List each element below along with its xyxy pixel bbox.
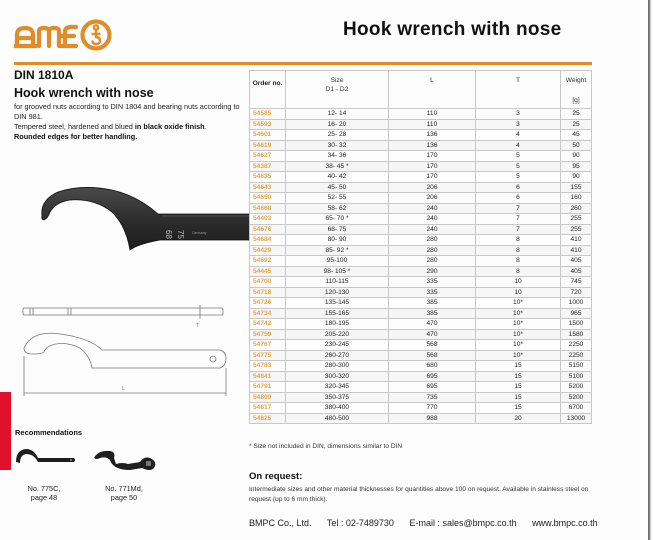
table-row bbox=[250, 130, 592, 141]
cell-weight: 255 bbox=[561, 214, 592, 225]
svg-text:T: T bbox=[196, 323, 200, 329]
cell-length: 568 bbox=[389, 340, 476, 351]
red-page-tab bbox=[0, 392, 11, 470]
cell-thickness: 5 bbox=[476, 172, 561, 183]
cell-order-no: 54700 bbox=[250, 277, 286, 288]
cell-size: 16- 20 bbox=[286, 119, 389, 130]
cell-thickness: 15 bbox=[476, 361, 561, 372]
cell-order-no: 54619 bbox=[250, 140, 286, 151]
cell-size: 12- 14 bbox=[286, 109, 389, 120]
cell-size: 300-320 bbox=[286, 371, 389, 382]
cell-order-no: 54676 bbox=[250, 224, 286, 235]
cell-order-no: 54692 bbox=[250, 256, 286, 267]
cell-size: 80- 90 bbox=[286, 235, 389, 246]
cell-size: 38- 45 * bbox=[286, 161, 389, 172]
cell-length: 290 bbox=[389, 266, 476, 277]
on-request-text: Intermediate sizes and other material thicknesses for quantities above 100 on request. Available in stainless steel on request (up to 6 mm thick). bbox=[249, 486, 589, 503]
technical-drawing-side-view bbox=[20, 330, 230, 405]
cell-length: 110 bbox=[389, 119, 476, 130]
description-line-1: for grooved nuts according to DIN 1804 and bearing nuts according to DIN 981. bbox=[14, 102, 240, 121]
cell-order-no: 54841 bbox=[250, 371, 286, 382]
table-row bbox=[250, 319, 592, 330]
cell-order-no: 54387 bbox=[250, 161, 286, 172]
table-row bbox=[250, 151, 592, 162]
cell-order-no: 54650 bbox=[250, 193, 286, 204]
cell-size: 155-165 bbox=[286, 308, 389, 319]
cell-length: 695 bbox=[389, 371, 476, 382]
column-header-size: Size D1 - D2 bbox=[286, 71, 389, 109]
cell-size: 180-195 bbox=[286, 319, 389, 330]
footer-website: www.bmpc.co.th bbox=[532, 518, 598, 528]
cell-order-no: 54403 bbox=[250, 214, 286, 225]
cell-thickness: 15 bbox=[476, 382, 561, 393]
cell-weight: 5200 bbox=[561, 382, 592, 393]
din-standard: DIN 1810A bbox=[14, 68, 74, 82]
cell-size: 98- 105 * bbox=[286, 266, 389, 277]
table-row bbox=[250, 308, 592, 319]
cell-length: 568 bbox=[389, 350, 476, 361]
footer-contact bbox=[249, 518, 611, 528]
cell-size: 230-245 bbox=[286, 340, 389, 351]
specification-table bbox=[249, 70, 592, 424]
cell-weight: 405 bbox=[561, 266, 592, 277]
cell-thickness: 15 bbox=[476, 403, 561, 414]
cell-size: 320-345 bbox=[286, 382, 389, 393]
cell-thickness: 3 bbox=[476, 119, 561, 130]
cell-order-no: 54809 bbox=[250, 392, 286, 403]
recommendation-771md-caption: No. 771Md, page 50 bbox=[105, 484, 143, 502]
cell-thickness: 15 bbox=[476, 392, 561, 403]
cell-thickness: 6 bbox=[476, 193, 561, 204]
cell-length: 735 bbox=[389, 392, 476, 403]
cell-order-no: 54593 bbox=[250, 119, 286, 130]
cell-length: 206 bbox=[389, 193, 476, 204]
table-header-row bbox=[250, 71, 592, 109]
table-row bbox=[250, 371, 592, 382]
cell-size: 110-115 bbox=[286, 277, 389, 288]
cell-thickness: 7 bbox=[476, 214, 561, 225]
cell-size: 68- 75 bbox=[286, 224, 389, 235]
cell-order-no: 54726 bbox=[250, 298, 286, 309]
cell-size: 135-145 bbox=[286, 298, 389, 309]
table-row bbox=[250, 224, 592, 235]
table-row bbox=[250, 329, 592, 340]
cell-thickness: 3 bbox=[476, 109, 561, 120]
cell-length: 280 bbox=[389, 235, 476, 246]
cell-weight: 6700 bbox=[561, 403, 592, 414]
cell-length: 470 bbox=[389, 329, 476, 340]
footer-phone: Tel : 02-7489730 bbox=[326, 518, 394, 528]
cell-length: 385 bbox=[389, 308, 476, 319]
cell-weight: 2250 bbox=[561, 350, 592, 361]
page-title: Hook wrench with nose bbox=[343, 19, 562, 40]
table-body bbox=[250, 109, 592, 424]
table-row bbox=[250, 340, 592, 351]
cell-thickness: 10* bbox=[476, 329, 561, 340]
cell-order-no: 54684 bbox=[250, 235, 286, 246]
table-row bbox=[250, 119, 592, 130]
cell-thickness: 4 bbox=[476, 140, 561, 151]
cell-size: 205-220 bbox=[286, 329, 389, 340]
table-row bbox=[250, 277, 592, 288]
cell-weight: 90 bbox=[561, 151, 592, 162]
cell-thickness: 10* bbox=[476, 319, 561, 330]
footer-email: E-mail : sales@bmpc.co.th bbox=[409, 518, 517, 528]
footer-company: BMPC Co., Ltd. bbox=[249, 518, 312, 528]
svg-text:Germany: Germany bbox=[192, 231, 207, 235]
cell-length: 170 bbox=[389, 172, 476, 183]
cell-length: 335 bbox=[389, 277, 476, 288]
svg-text:75: 75 bbox=[176, 230, 185, 239]
cell-thickness: 5 bbox=[476, 161, 561, 172]
cell-order-no: 54767 bbox=[250, 340, 286, 351]
cell-length: 988 bbox=[389, 413, 476, 424]
cell-order-no: 54775 bbox=[250, 350, 286, 361]
cell-thickness: 8 bbox=[476, 245, 561, 256]
table-row bbox=[250, 203, 592, 214]
cell-weight: 45 bbox=[561, 130, 592, 141]
cell-weight: 25 bbox=[561, 109, 592, 120]
table-row bbox=[250, 350, 592, 361]
cell-size: 85- 92 * bbox=[286, 245, 389, 256]
cell-thickness: 4 bbox=[476, 130, 561, 141]
cell-length: 240 bbox=[389, 224, 476, 235]
table-row bbox=[250, 182, 592, 193]
cell-weight: 720 bbox=[561, 287, 592, 298]
cell-order-no: 54718 bbox=[250, 287, 286, 298]
cell-thickness: 10 bbox=[476, 277, 561, 288]
cell-size: 40- 42 bbox=[286, 172, 389, 183]
cell-size: 350-375 bbox=[286, 392, 389, 403]
cell-weight: 260 bbox=[561, 203, 592, 214]
cell-size: 120-130 bbox=[286, 287, 389, 298]
cell-thickness: 15 bbox=[476, 371, 561, 382]
cell-order-no: 54668 bbox=[250, 203, 286, 214]
cell-order-no: 54817 bbox=[250, 403, 286, 414]
cell-size: 30- 32 bbox=[286, 140, 389, 151]
recommendation-775c-caption: No. 775C, page 48 bbox=[27, 484, 61, 502]
cell-order-no: 54759 bbox=[250, 329, 286, 340]
table-row bbox=[250, 287, 592, 298]
product-description bbox=[14, 102, 244, 142]
cell-weight: 965 bbox=[561, 308, 592, 319]
table-row bbox=[250, 161, 592, 172]
cell-weight: 13000 bbox=[561, 413, 592, 424]
cell-size: 380-400 bbox=[286, 403, 389, 414]
cell-thickness: 6 bbox=[476, 182, 561, 193]
description-line-3: Rounded edges for better handling. bbox=[14, 132, 138, 141]
cell-thickness: 10* bbox=[476, 308, 561, 319]
cell-size: 25- 28 bbox=[286, 130, 389, 141]
table-row bbox=[250, 235, 592, 246]
cell-order-no: 54635 bbox=[250, 172, 286, 183]
header-rule bbox=[14, 62, 250, 65]
table-row bbox=[250, 172, 592, 183]
hook-wrench-photo bbox=[30, 186, 250, 254]
cell-size: 52- 55 bbox=[286, 193, 389, 204]
table-row bbox=[250, 403, 592, 414]
cell-order-no: 54445 bbox=[250, 266, 286, 277]
cell-length: 136 bbox=[389, 140, 476, 151]
cell-weight: 410 bbox=[561, 245, 592, 256]
table-footnote: * Size not included in DIN, dimensions similar to DIN bbox=[249, 443, 403, 450]
cell-weight: 2250 bbox=[561, 340, 592, 351]
cell-length: 170 bbox=[389, 161, 476, 172]
table-row bbox=[250, 392, 592, 403]
cell-weight: 1500 bbox=[561, 319, 592, 330]
cell-length: 280 bbox=[389, 256, 476, 267]
cell-size: 34- 36 bbox=[286, 151, 389, 162]
cell-length: 280 bbox=[389, 245, 476, 256]
cell-length: 695 bbox=[389, 382, 476, 393]
description-line-2: Tempered steel, hardened and blued in black oxide finish. bbox=[14, 122, 207, 131]
cell-weight: 50 bbox=[561, 140, 592, 151]
cell-length: 680 bbox=[389, 361, 476, 372]
cell-length: 470 bbox=[389, 319, 476, 330]
recommendations-title: Recommendations bbox=[15, 428, 83, 437]
cell-weight: 25 bbox=[561, 119, 592, 130]
cell-size: 45- 50 bbox=[286, 182, 389, 193]
cell-weight: 95 bbox=[561, 161, 592, 172]
cell-weight: 5200 bbox=[561, 392, 592, 403]
cell-weight: 90 bbox=[561, 172, 592, 183]
cell-order-no: 54585 bbox=[250, 109, 286, 120]
cell-length: 385 bbox=[389, 298, 476, 309]
cell-order-no: 54791 bbox=[250, 382, 286, 393]
cell-size: 95-100 bbox=[286, 256, 389, 267]
cell-thickness: 10* bbox=[476, 340, 561, 351]
cell-length: 240 bbox=[389, 203, 476, 214]
cell-order-no: 54429 bbox=[250, 245, 286, 256]
table-row bbox=[250, 214, 592, 225]
cell-length: 170 bbox=[389, 151, 476, 162]
table-row bbox=[250, 266, 592, 277]
cell-weight: 745 bbox=[561, 277, 592, 288]
table-row bbox=[250, 245, 592, 256]
cell-weight: 160 bbox=[561, 193, 592, 204]
table-row bbox=[250, 413, 592, 424]
cell-thickness: 7 bbox=[476, 203, 561, 214]
cell-weight: 1000 bbox=[561, 298, 592, 309]
cell-size: 480-500 bbox=[286, 413, 389, 424]
cell-length: 110 bbox=[389, 109, 476, 120]
cell-weight: 410 bbox=[561, 235, 592, 246]
cell-weight: 5150 bbox=[561, 361, 592, 372]
cell-order-no: 54627 bbox=[250, 151, 286, 162]
cell-weight: 1580 bbox=[561, 329, 592, 340]
cell-thickness: 10* bbox=[476, 350, 561, 361]
cell-length: 136 bbox=[389, 130, 476, 141]
cell-weight: 255 bbox=[561, 224, 592, 235]
on-request-title: On request: bbox=[249, 471, 303, 482]
column-header-thickness: T bbox=[476, 71, 561, 109]
cell-size: 58- 62 bbox=[286, 203, 389, 214]
cell-order-no: 54825 bbox=[250, 413, 286, 424]
cell-thickness: 20 bbox=[476, 413, 561, 424]
table-row bbox=[250, 382, 592, 393]
table-row bbox=[250, 193, 592, 204]
cell-thickness: 10* bbox=[476, 298, 561, 309]
cell-length: 206 bbox=[389, 182, 476, 193]
svg-text:L: L bbox=[122, 386, 125, 392]
table-row bbox=[250, 298, 592, 309]
cell-order-no: 54601 bbox=[250, 130, 286, 141]
page-edge-border bbox=[648, 0, 653, 540]
column-header-order-no: Order no. bbox=[250, 71, 286, 109]
cell-thickness: 8 bbox=[476, 266, 561, 277]
header-rule-table bbox=[250, 62, 592, 65]
cell-thickness: 8 bbox=[476, 235, 561, 246]
cell-size: 260-270 bbox=[286, 350, 389, 361]
amf-logo bbox=[14, 18, 114, 52]
cell-weight: 5100 bbox=[561, 371, 592, 382]
cell-order-no: 54783 bbox=[250, 361, 286, 372]
recommendation-775c-image bbox=[14, 446, 76, 468]
cell-thickness: 10 bbox=[476, 287, 561, 298]
table-row bbox=[250, 109, 592, 120]
cell-order-no: 54643 bbox=[250, 182, 286, 193]
column-header-weight: Weight [g] bbox=[561, 71, 592, 109]
cell-order-no: 54742 bbox=[250, 319, 286, 330]
cell-thickness: 5 bbox=[476, 151, 561, 162]
svg-text:68: 68 bbox=[164, 230, 173, 239]
cell-thickness: 7 bbox=[476, 224, 561, 235]
table-row bbox=[250, 361, 592, 372]
recommendation-771md-image bbox=[92, 448, 158, 472]
cell-size: 65- 70 * bbox=[286, 214, 389, 225]
cell-length: 770 bbox=[389, 403, 476, 414]
column-header-length: L bbox=[389, 71, 476, 109]
table-row bbox=[250, 140, 592, 151]
cell-length: 335 bbox=[389, 287, 476, 298]
cell-size: 280-300 bbox=[286, 361, 389, 372]
cell-thickness: 8 bbox=[476, 256, 561, 267]
cell-order-no: 54734 bbox=[250, 308, 286, 319]
product-name: Hook wrench with nose bbox=[14, 86, 154, 100]
table-row bbox=[250, 256, 592, 267]
cell-weight: 155 bbox=[561, 182, 592, 193]
cell-weight: 405 bbox=[561, 256, 592, 267]
cell-length: 240 bbox=[389, 214, 476, 225]
